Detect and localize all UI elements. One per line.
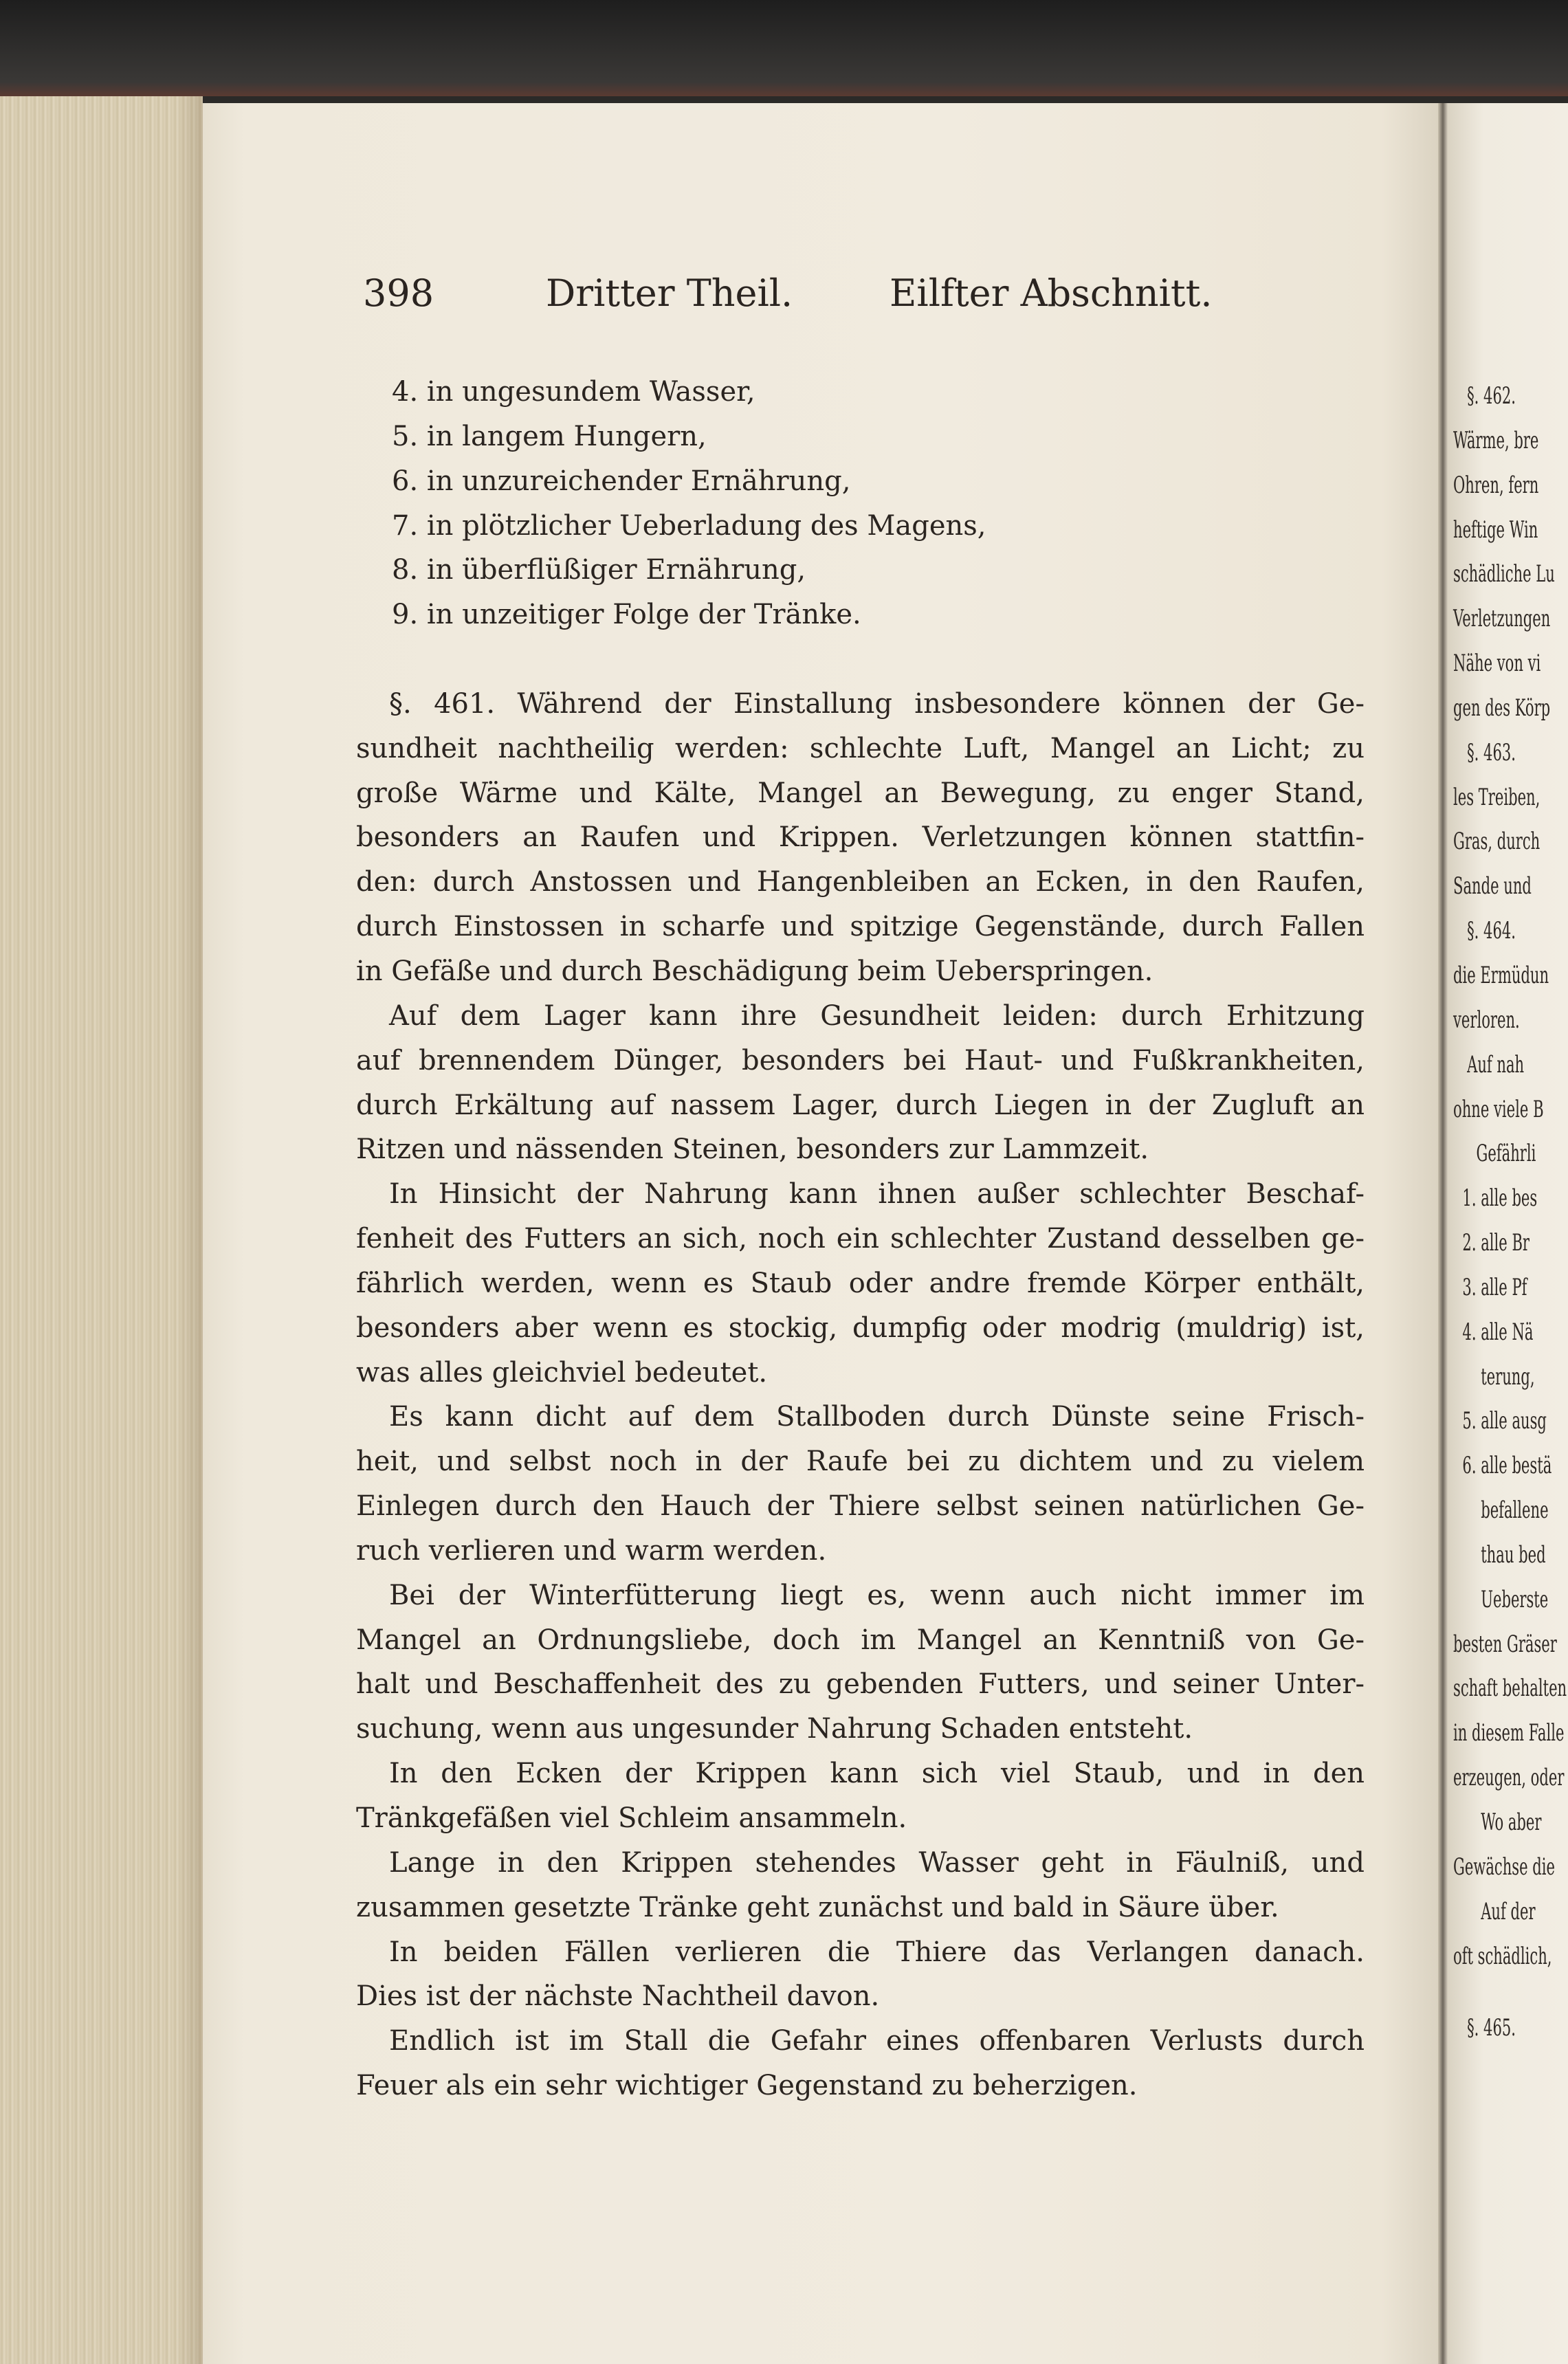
text-line: durch Erkältung auf nassem Lager, durch Liegen in der Zugluft an — [356, 1089, 1365, 1121]
facing-page-line: §. 463. — [1453, 738, 1516, 766]
text-line: Endlich ist im Stall die Gefahr eines offenbaren Verlusts durch — [389, 2025, 1365, 2057]
facing-page-line: 6. alle bestä — [1453, 1452, 1552, 1480]
page-edge-shadow — [175, 96, 203, 2364]
facing-page-line: verloren. — [1453, 1006, 1520, 1034]
paragraphs — [356, 682, 1365, 2108]
text-line: fährlich werden, wenn es Staub oder andre fremde Körper enthält, — [356, 1267, 1365, 1299]
list-item: 6. in unzureichender Ernährung, — [392, 465, 851, 497]
facing-page-line: befallene — [1453, 1496, 1549, 1525]
text-line: besonders aber wenn es stockig, dumpfig oder modrig (muldrig) ist, — [356, 1312, 1365, 1344]
book-gutter — [1438, 103, 1448, 2364]
facing-page-line: Ohren, fern — [1453, 471, 1539, 499]
text-line: Lange in den Krippen stehendes Wasser geht in Fäulniß, und — [389, 1846, 1365, 1879]
text-line: zusammen gesetzte Tränke geht zunächst und bald in Säure über. — [356, 1891, 1279, 1923]
text-line: Dies ist der nächste Nachtheil davon. — [356, 1980, 880, 2013]
paragraph — [356, 2019, 1365, 2108]
facing-page-line: Sande und — [1453, 872, 1532, 901]
facing-page-line: §. 464. — [1453, 917, 1516, 945]
facing-page-line: erzeugen, oder — [1453, 1764, 1565, 1792]
facing-page-text — [1453, 374, 1567, 2051]
scanner-background — [0, 0, 1568, 96]
facing-page-line: Auf der — [1453, 1897, 1536, 1925]
text-line: Auf dem Lager kann ihre Gesundheit leiden: durch Erhitzung — [389, 999, 1365, 1032]
text-line: halt und Beschaffenheit des zu gebenden Futters, und seiner Unter- — [356, 1668, 1365, 1701]
text-line: den: durch Anstossen und Hangenbleiben an Ecken, in den Raufen, — [356, 866, 1365, 898]
text-line: durch Einstossen in scharfe und spitzige Gegenstände, durch Fallen — [356, 911, 1365, 943]
text-line: Bei der Winterfütterung liegt es, wenn auch nicht immer im — [389, 1579, 1365, 1611]
facing-page-line: terung, — [1453, 1362, 1535, 1391]
text-line: besonders an Raufen und Krippen. Verletzungen können stattfin- — [356, 821, 1365, 854]
page-number: 398 — [363, 272, 434, 315]
paragraph — [356, 1395, 1365, 1573]
text-line: was alles gleichviel bedeutet. — [356, 1356, 768, 1389]
text-line: auf brennendem Dünger, besonders bei Haut- und Fußkrankheiten, — [356, 1044, 1365, 1076]
facing-page-line — [1453, 1978, 1567, 2006]
facing-page-line: die Ermüdun — [1453, 961, 1549, 989]
facing-page-line: Nähe von vi — [1453, 650, 1541, 678]
numbered-list — [356, 370, 1365, 637]
list-item: 5. in langem Hungern, — [392, 420, 707, 452]
text-line: suchung, wenn aus ungesunder Nahrung Schaden entsteht. — [356, 1713, 1193, 1745]
facing-page-line: oft schädlich, — [1453, 1942, 1552, 1970]
facing-page-line: 2. alle Br — [1453, 1229, 1530, 1257]
text-line: Einlegen durch den Hauch der Thiere selbst seinen natürlichen Ge- — [356, 1490, 1365, 1523]
text-line: Mangel an Ordnungsliebe, doch im Mangel an Kenntniß von Ge- — [356, 1624, 1365, 1656]
paragraph — [356, 1752, 1365, 1841]
text-line: In Hinsicht der Nahrung kann ihnen außer schlechter Beschaf- — [389, 1178, 1365, 1211]
page-body — [356, 370, 1365, 2108]
section-title: Eilfter Abschnitt. — [890, 272, 1213, 315]
paragraph — [356, 1172, 1365, 1395]
facing-page-line: Wärme, bre — [1453, 426, 1539, 454]
paragraph — [356, 994, 1365, 1172]
text-line: §. 461. Während der Einstallung insbesondere können der Ge- — [389, 687, 1365, 720]
text-line: fenheit des Futters an sich, noch ein schlechter Zustand desselben ge- — [356, 1223, 1365, 1255]
text-line: große Wärme und Kälte, Mangel an Bewegung, zu enger Stand, — [356, 777, 1365, 809]
facing-page-line: Verletzungen — [1453, 605, 1551, 633]
facing-page-line: schaft behalten — [1453, 1675, 1567, 1703]
text-line: ruch verlieren und warm werden. — [356, 1534, 827, 1567]
text-line: In den Ecken der Krippen kann sich viel Staub, und in den — [389, 1758, 1365, 1790]
list-item: 8. in überflüßiger Ernährung, — [392, 554, 806, 586]
list-item: 9. in unzeitiger Folge der Tränke. — [392, 599, 861, 631]
facing-page-line: Auf nah — [1453, 1050, 1525, 1079]
text-line: sundheit nachtheilig werden: schlechte Luft, Mangel an Licht; zu — [356, 732, 1365, 764]
facing-page-line: 1. alle bes — [1453, 1184, 1538, 1213]
facing-page-line: ohne viele B — [1453, 1095, 1544, 1123]
facing-page-line: schädliche Lu — [1453, 560, 1555, 588]
text-line: Es kann dicht auf dem Stallboden durch Dünste seine Frisch- — [389, 1401, 1365, 1433]
facing-page-line: gen des Körp — [1453, 694, 1551, 722]
book-page-right — [1448, 103, 1568, 2364]
facing-page-line: thau bed — [1453, 1540, 1546, 1569]
facing-page-line: heftige Win — [1453, 516, 1538, 544]
text-line: Tränkgefäßen viel Schleim ansammeln. — [356, 1802, 907, 1834]
facing-page-line: in diesem Falle — [1453, 1719, 1565, 1747]
facing-page-line: les Treiben, — [1453, 783, 1541, 811]
facing-page-line: §. 462. — [1453, 382, 1516, 410]
text-line: heit, und selbst noch in der Raufe bei zu dichtem und zu vielem — [356, 1446, 1365, 1478]
paragraph — [356, 682, 1365, 994]
book-page-edges — [0, 96, 203, 2364]
running-header — [0, 272, 1568, 327]
text-line: Ritzen und nässenden Steinen, besonders zur Lammzeit. — [356, 1134, 1149, 1166]
facing-page-line: 3. alle Pf — [1453, 1273, 1527, 1301]
text-line: Feuer als ein sehr wichtiger Gegenstand zu beherzigen. — [356, 2070, 1138, 2102]
facing-page-line: Ueberste — [1453, 1585, 1549, 1613]
facing-page-line: §. 465. — [1453, 2014, 1516, 2042]
paragraph — [356, 1930, 1365, 2020]
facing-page-line: 5. alle ausg — [1453, 1407, 1547, 1435]
paragraph — [356, 1841, 1365, 1930]
list-item: 7. in plötzlicher Ueberladung des Magens, — [392, 509, 986, 542]
text-line: in Gefäße und durch Beschädigung beim Ueberspringen. — [356, 955, 1153, 987]
facing-page-line: Wo aber — [1453, 1809, 1542, 1836]
part-title: Dritter Theil. — [546, 272, 793, 315]
facing-page-line: Gewächse die — [1453, 1853, 1556, 1881]
facing-page-line: besten Gräser — [1453, 1630, 1557, 1658]
facing-page-line: Gras, durch — [1453, 828, 1541, 856]
list-item: 4. in ungesundem Wasser, — [392, 376, 755, 408]
facing-page-line: 4. alle Nä — [1453, 1318, 1534, 1346]
text-line: In beiden Fällen verlieren die Thiere das Verlangen danach. — [389, 1936, 1365, 1968]
facing-page-line: Gefährli — [1453, 1140, 1536, 1168]
paragraph — [356, 1573, 1365, 1752]
